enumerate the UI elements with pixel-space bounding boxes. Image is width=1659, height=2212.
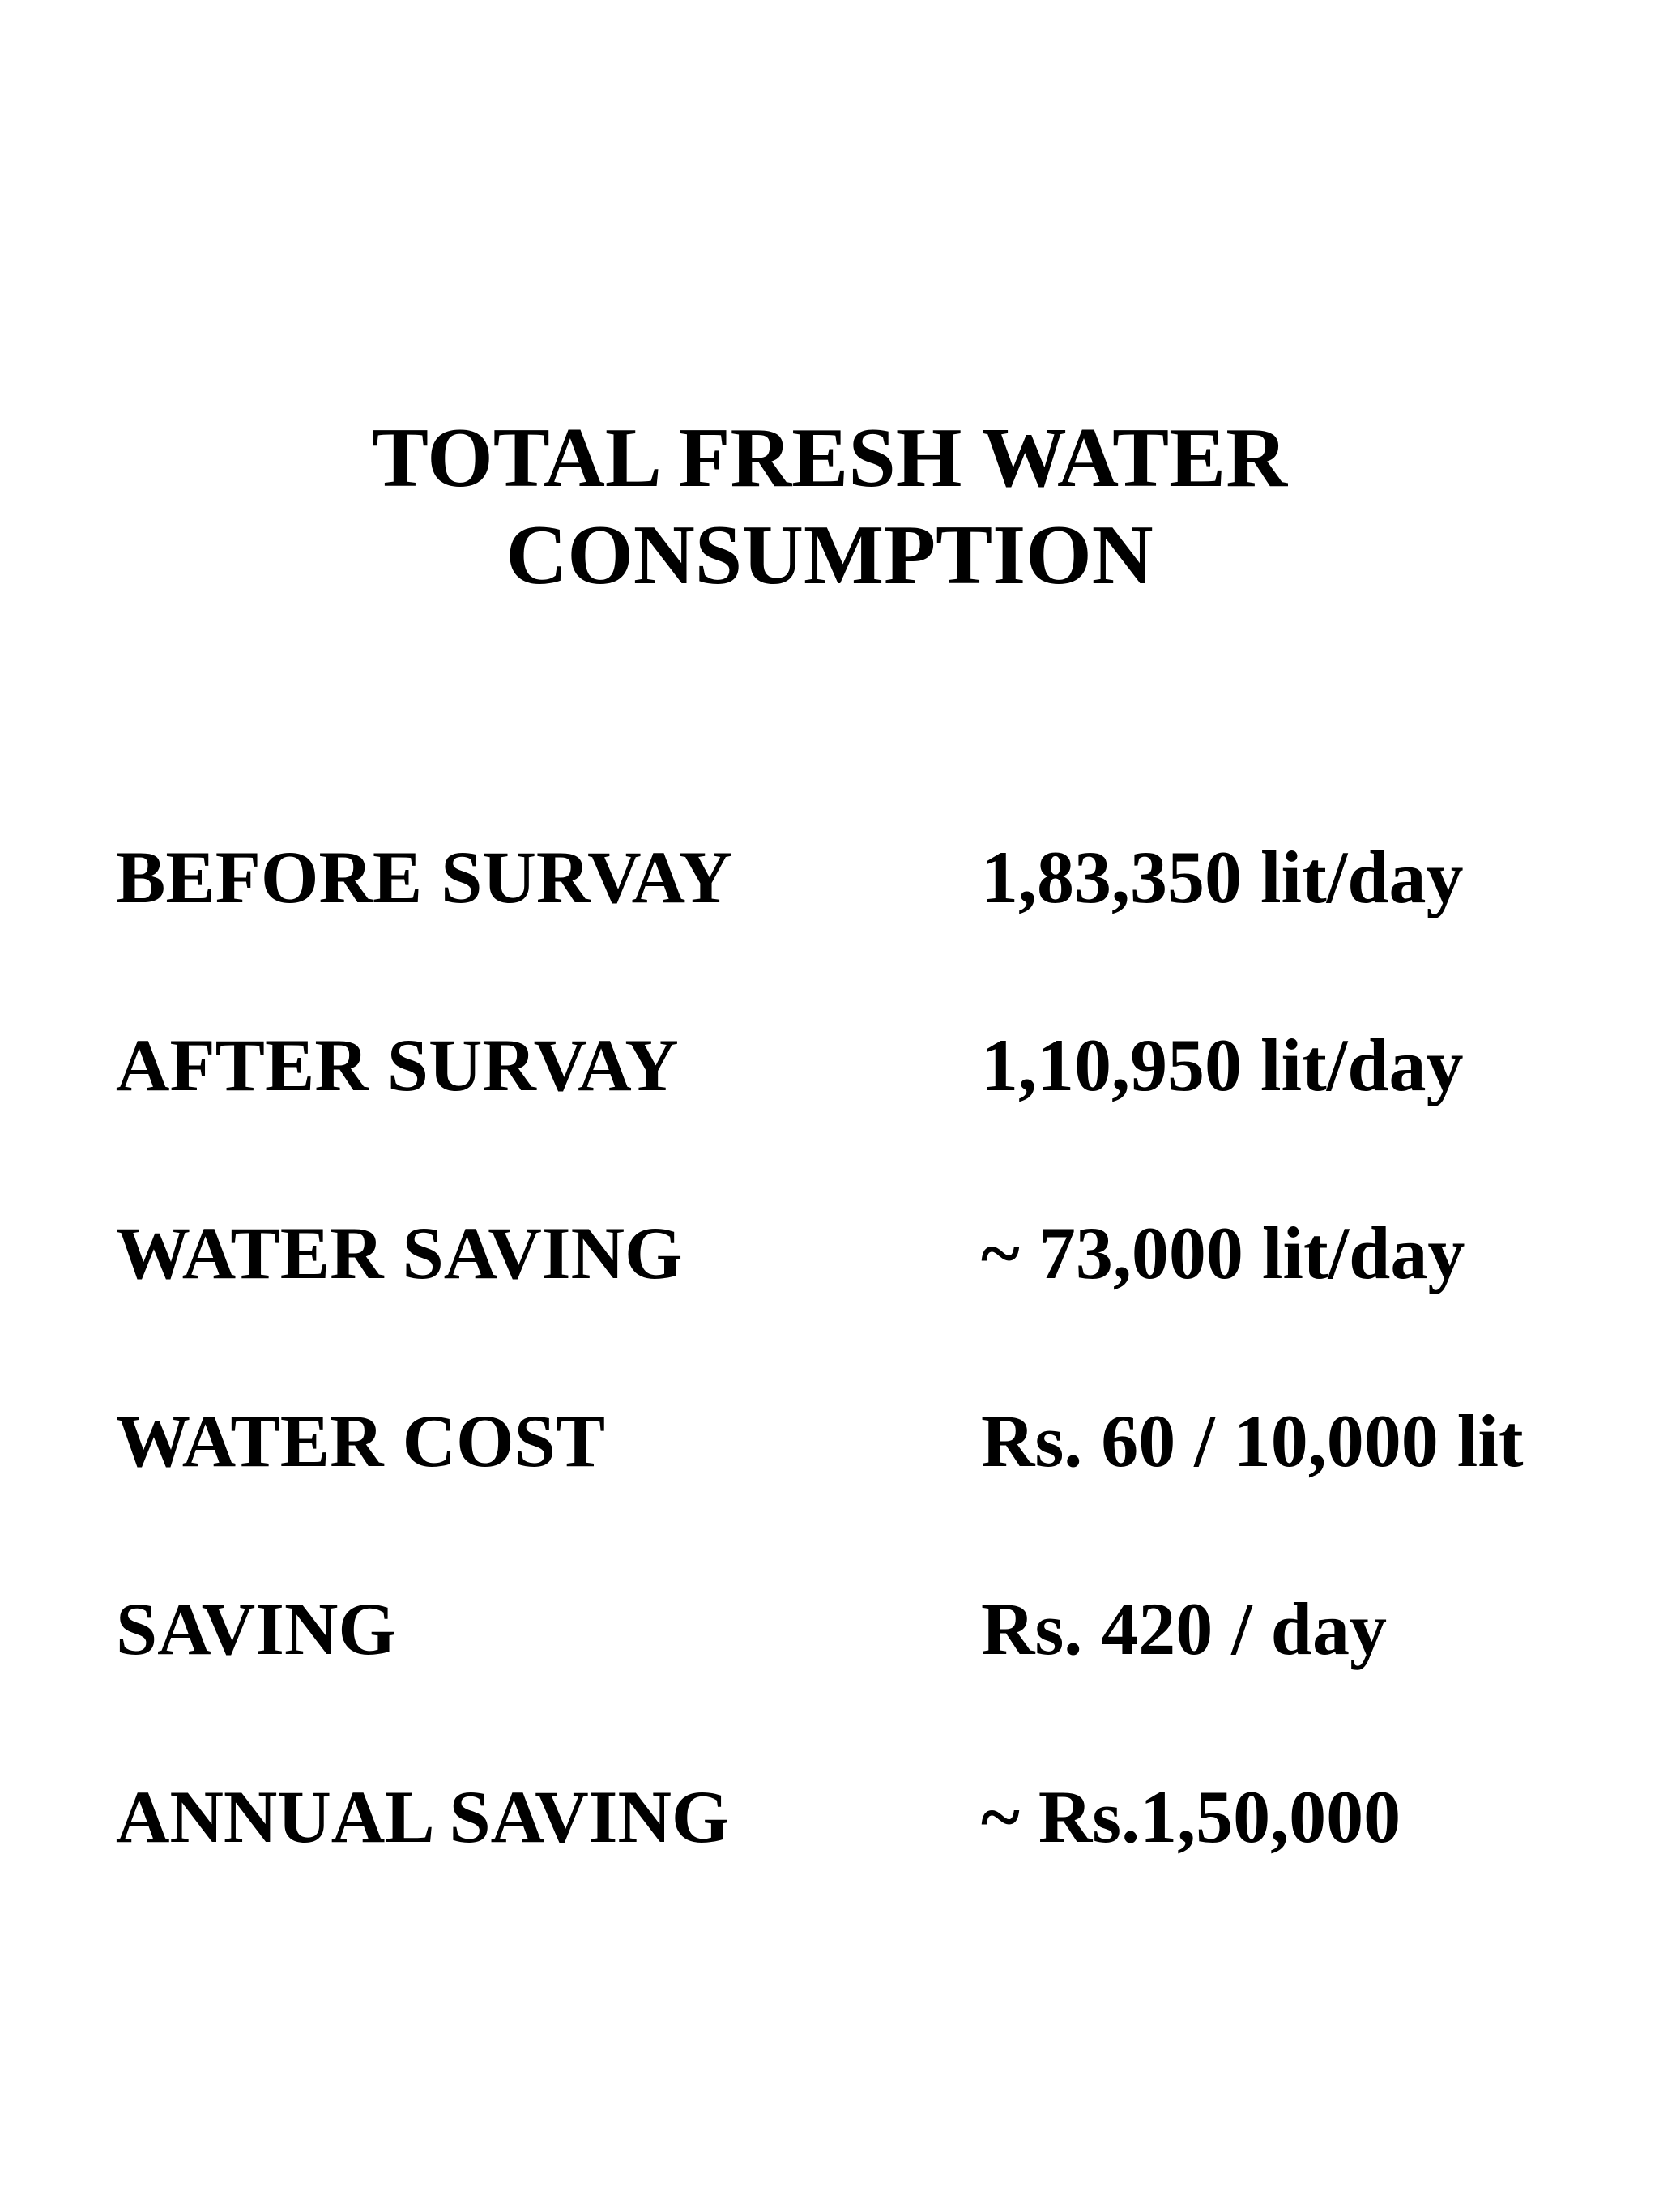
- row-label: WATER COST: [116, 1400, 606, 1482]
- page-title: [0, 409, 1659, 603]
- row-label: AFTER SURVAY: [116, 1024, 679, 1106]
- row-label: ANNUAL SAVING: [116, 1775, 730, 1858]
- row-label: WATER SAVING: [116, 1212, 683, 1294]
- row-label: BEFORE SURVAY: [116, 836, 733, 918]
- row-water-cost: [116, 1394, 1623, 1582]
- title-line-1: TOTAL FRESH WATER: [371, 410, 1288, 505]
- row-value: ~ Rs.1,50,000: [981, 1775, 1401, 1858]
- title-line-2: CONSUMPTION: [505, 507, 1154, 602]
- row-water-saving: [116, 1206, 1623, 1394]
- row-value: ~ 73,000 lit/day: [981, 1212, 1465, 1294]
- row-value: Rs. 420 / day: [981, 1588, 1387, 1670]
- row-annual-saving: [116, 1770, 1623, 1958]
- row-value: 1,83,350 lit/day: [981, 836, 1464, 918]
- row-label: SAVING: [116, 1588, 396, 1670]
- summary-list: [116, 830, 1623, 1958]
- row-after-survay: [116, 1018, 1623, 1206]
- row-saving: [116, 1582, 1623, 1770]
- row-before-survay: [116, 830, 1623, 1018]
- row-value: 1,10,950 lit/day: [981, 1024, 1464, 1106]
- row-value: Rs. 60 / 10,000 lit: [981, 1400, 1524, 1482]
